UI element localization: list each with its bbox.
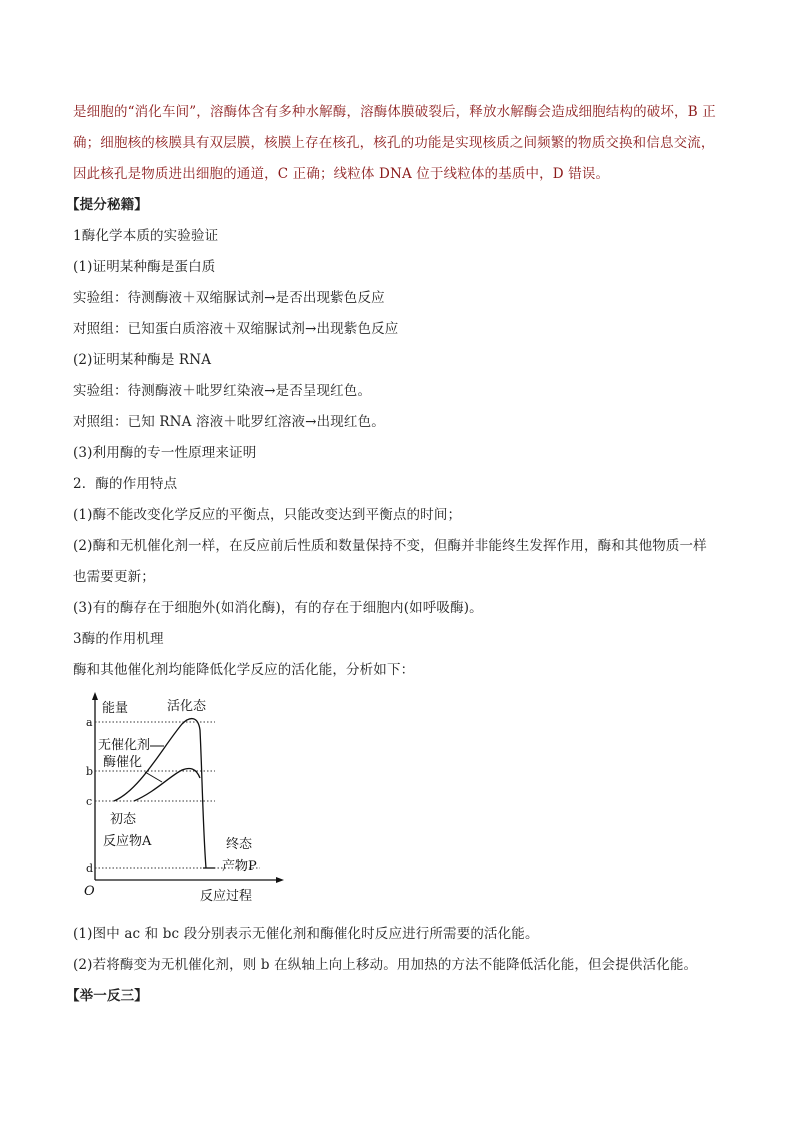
section3-intro: 酶和其他催化剂均能降低化学反应的活化能，分析如下： (73, 662, 415, 678)
section2-item-2a: (2)酶和无机催化剂一样，在反应前后性质和数量保持不变，但酶并非能终生发挥作用，酶和其他物质一样 (73, 538, 707, 554)
peak-label: 活化态 (167, 699, 207, 714)
answer-line-2: 确；细胞核的核膜具有双层膜，核膜上存在核孔，核孔的功能是实现核质之间频繁的物质交换和信息交流， (73, 135, 715, 151)
x-axis-label: 反应过程 (200, 889, 253, 904)
curve2-pointer (145, 772, 162, 782)
section3-note-2: (2)若将酶变为无机催化剂，则 b 在纵轴上向上移动。用加热的方法不能降低活化能，但会提供活化能。 (73, 957, 698, 973)
level-c-label: c (86, 795, 93, 808)
section1-item-4: (2)证明某种酶是 RNA (73, 352, 212, 368)
x-axis-arrow (276, 877, 284, 883)
activation-energy-diagram (70, 690, 290, 910)
initial-label: 初态 (110, 812, 137, 827)
section2-item-3: (3)有的酶存在于细胞外(如消化酶)，有的存在于细胞内(如呼吸酶)。 (73, 600, 483, 616)
level-d-label: d (86, 862, 94, 875)
section1-item-1: (1)证明某种酶是蛋白质 (73, 259, 216, 275)
section1-title: 1酶化学本质的实验验证 (73, 228, 219, 244)
enzyme-curve (134, 769, 200, 801)
section2-item-2b: 也需要更新； (73, 569, 155, 585)
answer-line-1: 是细胞的“消化车间”，溶酶体含有多种水解酶，溶酶体膜破裂后，释放水解酶会造成细胞结构的破坏，B 正 (73, 104, 716, 120)
origin-label: O (84, 884, 95, 899)
level-a-label: a (86, 716, 93, 729)
level-b-label: b (86, 765, 94, 778)
section1-item-7: (3)利用酶的专一性原理来证明 (73, 445, 257, 461)
product-label: 产物P (222, 859, 257, 874)
section2-item-1: (1)酶不能改变化学反应的平衡点，只能改变达到平衡点的时间； (73, 507, 462, 523)
section1-item-6: 对照组：已知 RNA 溶液＋吡罗红溶液→出现红色。 (73, 414, 385, 430)
section1-item-3: 对照组：已知蛋白质溶液＋双缩脲试剂→出现紫色反应 (73, 321, 399, 337)
next-heading: 【举一反三】 (66, 988, 148, 1004)
y-axis-label: 能量 (102, 701, 129, 716)
section1-item-2: 实验组：待测酶液＋双缩脲试剂→是否出现紫色反应 (73, 290, 385, 306)
curve2-label: 酶催化 (103, 755, 143, 770)
section3-note-1: (1)图中 ac 和 bc 段分别表示无催化剂和酶催化时反应进行所需要的活化能。 (73, 926, 539, 942)
section3-title: 3酶的作用机理 (73, 631, 164, 647)
section1-item-5: 实验组：待测酶液＋吡罗红染液→是否呈现红色。 (73, 383, 372, 399)
y-axis-arrow (92, 692, 98, 700)
tips-heading: 【提分秘籍】 (66, 197, 148, 213)
section2-title: 2．酶的作用特点 (73, 476, 178, 492)
reactant-label: 反应物A (103, 834, 152, 849)
curve1-label: 无催化剂 (98, 738, 151, 753)
final-label: 终态 (226, 837, 253, 852)
answer-line-3: 因此核孔是物质进出细胞的通道，C 正确；线粒体 DNA 位于线粒体的基质中，D 错误。 (73, 166, 610, 182)
